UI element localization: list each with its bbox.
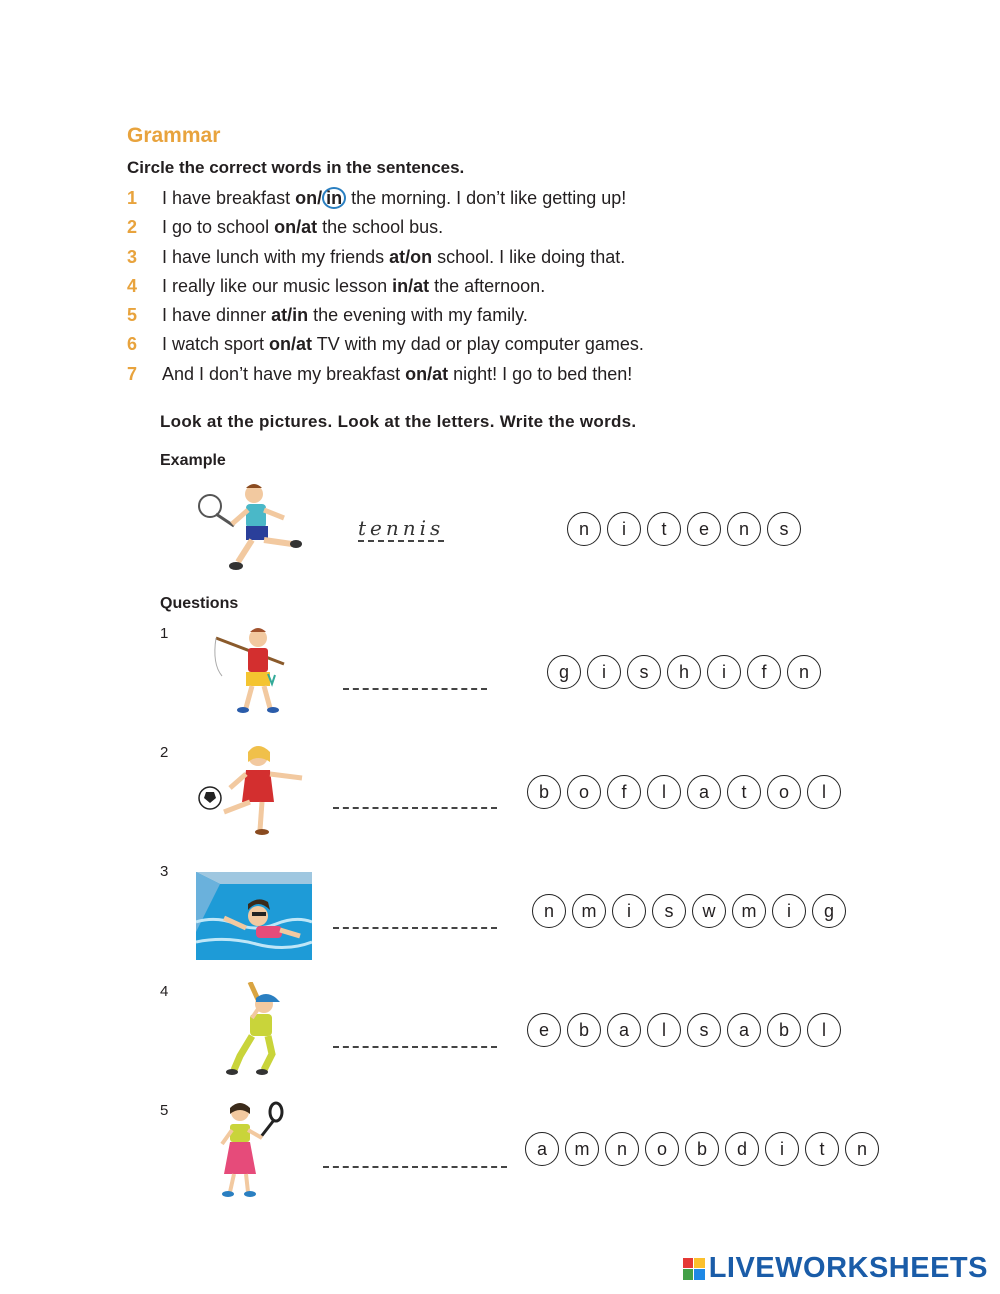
answer-input-3[interactable] (333, 903, 497, 929)
sentence-text: the evening with my family. (308, 305, 528, 325)
letter-circle: a (607, 1013, 641, 1047)
question-2-number: 2 (160, 744, 169, 761)
sentence-number: 5 (127, 305, 138, 325)
sentence-text: the afternoon. (429, 276, 546, 296)
letter-circle: l (807, 1013, 841, 1047)
sentence-options[interactable]: on/at (269, 334, 313, 354)
letter-circle: n (605, 1132, 639, 1166)
question-5-number: 5 (160, 1102, 169, 1119)
sentence-number: 6 (127, 334, 138, 354)
letter-circle: e (527, 1013, 561, 1047)
letter-circle: i (765, 1132, 799, 1166)
question-3-number: 3 (160, 863, 169, 880)
questions-label: Questions (160, 595, 239, 612)
swimming-picture (196, 872, 312, 960)
sentence-text: night! I go to bed then! (448, 364, 633, 384)
sentence-options[interactable]: on/at (405, 364, 449, 384)
letter-circle: o (567, 775, 601, 809)
option-on[interactable]: on (295, 188, 318, 208)
grammar-instruction: Circle the correct words in the sentences. (127, 158, 465, 177)
sentence-4 (127, 274, 545, 298)
logo-text: LIVEWORKSHEETS (708, 1252, 988, 1284)
sentence-text: I go to school (162, 217, 275, 237)
logo-mark-icon (683, 1258, 705, 1280)
letter-circle: n (727, 512, 761, 546)
letter-circle: s (687, 1013, 721, 1047)
sentence-1 (127, 186, 626, 210)
sentence-5 (127, 303, 528, 327)
sentence-text: the morning. I don’t like getting up! (346, 188, 627, 208)
letter-circle: t (805, 1132, 839, 1166)
badminton-player-picture (216, 1100, 284, 1200)
letter-circle: t (647, 512, 681, 546)
answer-input-4[interactable] (333, 1022, 497, 1048)
question-4-number: 4 (160, 983, 169, 1000)
letter-circle: i (607, 512, 641, 546)
question-3-letters (532, 894, 852, 928)
example-letters (567, 512, 807, 546)
letter-circle: i (772, 894, 806, 928)
sentence-number: 2 (127, 217, 138, 237)
question-1-letters (547, 655, 827, 689)
letter-circle: b (567, 1013, 601, 1047)
letter-circle: b (685, 1132, 719, 1166)
sentence-7 (127, 362, 632, 386)
sentence-text: I really like our music lesson (162, 276, 393, 296)
answer-input-1[interactable] (343, 664, 487, 690)
sentence-6 (127, 332, 644, 356)
letter-circle: b (527, 775, 561, 809)
option-separator: / (317, 188, 323, 208)
sentence-number: 3 (127, 247, 138, 267)
words-instruction: Look at the pictures. Look at the letters. Write the words. (160, 412, 637, 431)
letter-circle: a (687, 775, 721, 809)
example-label: Example (160, 452, 226, 469)
example-answer: tennis (358, 516, 445, 540)
letter-circle: g (812, 894, 846, 928)
sentence-text: I have breakfast (162, 188, 296, 208)
letter-circle: m (565, 1132, 599, 1166)
question-5-letters (525, 1132, 885, 1166)
sentence-text: I have lunch with my friends (162, 247, 390, 267)
sentence-options[interactable]: at/in (271, 305, 309, 325)
letter-circle: i (587, 655, 621, 689)
letter-circle: d (725, 1132, 759, 1166)
letter-circle: f (747, 655, 781, 689)
letter-circle: t (727, 775, 761, 809)
letter-circle: e (687, 512, 721, 546)
football-girl-picture (196, 742, 308, 838)
fishing-boy-picture (208, 624, 290, 716)
answer-input-2[interactable] (333, 783, 497, 809)
question-4-letters (527, 1013, 847, 1047)
letter-circle: s (767, 512, 801, 546)
letter-circle: g (547, 655, 581, 689)
liveworksheets-logo (683, 1252, 988, 1285)
grammar-heading: Grammar (127, 124, 221, 147)
sentence-options[interactable]: in/at (392, 276, 430, 296)
letter-circle: n (532, 894, 566, 928)
sentence-number: 7 (127, 364, 138, 384)
sentence-2 (127, 215, 443, 239)
letter-circle: o (645, 1132, 679, 1166)
letter-circle: a (727, 1013, 761, 1047)
letter-circle: b (767, 1013, 801, 1047)
letter-circle: a (525, 1132, 559, 1166)
sentence-text: TV with my dad or play computer games. (312, 334, 644, 354)
letter-circle: f (607, 775, 641, 809)
letter-circle: w (692, 894, 726, 928)
option-in-circled[interactable]: in (322, 187, 346, 209)
sentence-text: I have dinner (162, 305, 272, 325)
tennis-player-picture (192, 478, 310, 574)
question-1-number: 1 (160, 625, 169, 642)
sentence-options[interactable]: on/at (274, 217, 318, 237)
baseball-player-picture (220, 982, 286, 1076)
letter-circle: l (807, 775, 841, 809)
sentence-text: school. I like doing that. (432, 247, 626, 267)
letter-circle: i (707, 655, 741, 689)
letter-circle: n (567, 512, 601, 546)
sentence-number: 1 (127, 188, 138, 208)
answer-input-5[interactable] (323, 1142, 507, 1168)
letter-circle: n (845, 1132, 879, 1166)
sentence-text: I watch sport (162, 334, 270, 354)
letter-circle: s (627, 655, 661, 689)
letter-circle: i (612, 894, 646, 928)
question-2-letters (527, 775, 847, 809)
letter-circle: m (732, 894, 766, 928)
sentence-text: And I don’t have my breakfast (162, 364, 406, 384)
letter-circle: n (787, 655, 821, 689)
letter-circle: l (647, 775, 681, 809)
sentence-number: 4 (127, 276, 138, 296)
sentence-3 (127, 245, 625, 269)
letter-circle: h (667, 655, 701, 689)
sentence-text: the school bus. (317, 217, 444, 237)
letter-circle: l (647, 1013, 681, 1047)
letter-circle: m (572, 894, 606, 928)
letter-circle: s (652, 894, 686, 928)
sentence-options[interactable]: at/on (389, 247, 433, 267)
letter-circle: o (767, 775, 801, 809)
